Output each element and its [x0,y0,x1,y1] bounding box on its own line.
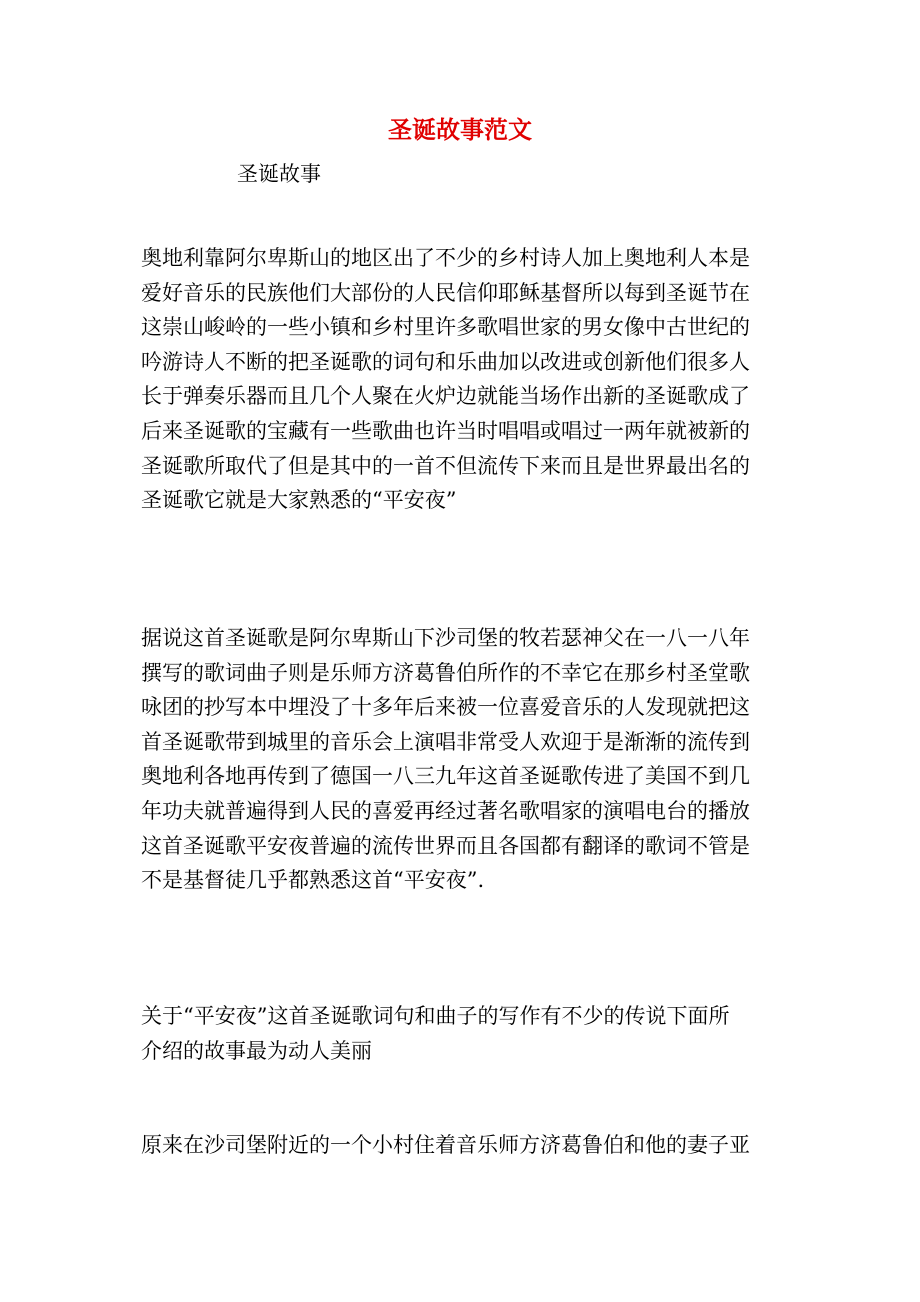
text-line: 咏团的抄写本中埋没了十多年后来被一位喜爱音乐的人发现就把这 [141,695,750,720]
text-line: 首圣诞歌带到城里的音乐会上演唱非常受人欢迎于是渐渐的流传到 [141,729,750,754]
text-line: 爱好音乐的民族他们大部份的人民信仰耶稣基督所以每到圣诞节在 [141,280,750,305]
paragraph [141,1128,781,1163]
paragraph [141,241,781,518]
text-line: 这首圣诞歌平安夜普遍的流传世界而且各国都有翻译的歌词不管是 [141,833,750,858]
text-line: 后来圣诞歌的宝藏有一些歌曲也许当时唱唱或唱过一两年就被新的 [141,418,750,443]
text-line: 圣诞歌所取代了但是其中的一首不但流传下来而且是世界最出名的 [141,453,750,478]
text-line: 介绍的故事最为动人美丽 [141,1038,372,1063]
text-line: 关于“平安夜”这首圣诞歌词句和曲子的写作有不少的传说下面所 [141,1004,730,1028]
text-line: 这崇山峻岭的一些小镇和乡村里许多歌唱世家的男女像中古世纪的 [141,315,750,340]
paragraph [141,621,781,898]
text-line: 长于弹奏乐器而且几个人聚在火炉边就能当场作出新的圣诞歌成了 [141,384,750,409]
text-line: 不是基督徒几乎都熟悉这首“平安夜”. [141,868,485,893]
text-line: 奥地利靠阿尔卑斯山的地区出了不少的乡村诗人加上奥地利人本是 [141,246,750,270]
text-line: 撰写的歌词曲子则是乐师方济葛鲁伯所作的不幸它在那乡村圣堂歌 [141,660,750,685]
text-line: 据说这首圣诞歌是阿尔卑斯山下沙司堡的牧若瑟神父在一八一八年 [141,626,750,650]
text-line: 原来在沙司堡附近的一个小村住着音乐师方济葛鲁伯和他的妻子亚 [141,1133,750,1157]
paragraph [141,999,781,1068]
text-line: 年功夫就普遍得到人民的喜爱再经过著名歌唱家的演唱电台的播放 [141,798,750,823]
text-line: 圣诞歌它就是大家熟悉的“平安夜” [141,488,457,513]
text-line: 吟游诗人不断的把圣诞歌的词句和乐曲加以改进或创新他们很多人 [141,349,750,374]
document-title: 圣诞故事范文 [388,115,532,144]
document-subtitle: 圣诞故事 [237,162,321,186]
text-line: 奥地利各地再传到了德国一八三九年这首圣诞歌传进了美国不到几 [141,764,750,789]
